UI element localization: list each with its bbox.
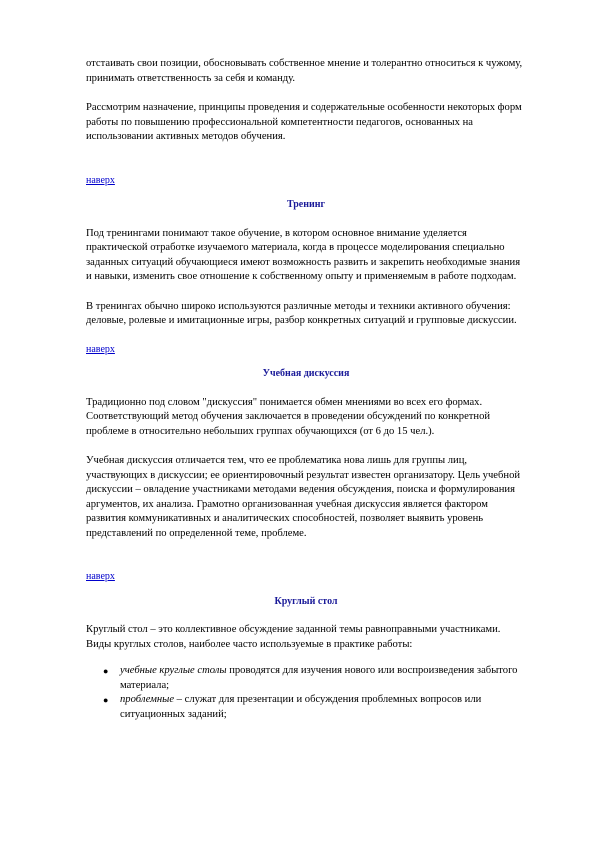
list-item (103, 693, 526, 722)
back-to-top-link[interactable]: наверх (86, 343, 115, 355)
paragraph: Под тренингами понимают такое обучение, в котором основное внимание уделяется практической отработке изучаемого материала, когда в процессе моделирования специально заданных ситуаций обучающиеся имеют возможность развить и закрепить необходимые знания и навыки, изменить свое отношение к собственному опыту и применяемым в работе подходам. (86, 227, 521, 282)
back-to-top-link[interactable]: наверх (86, 174, 115, 186)
section-heading-discussion: Учебная дискуссия (262, 368, 350, 379)
paragraph: Традиционно под словом "дискуссия" понимается обмен мнениями во всех его формах. Соответствующий метод обучения заключается в проведении обсуждений по конкретной проблеме в относительно небольших группах обучающихся (от 6 до 15 чел.). (86, 396, 491, 437)
paragraph: Учебная дискуссия отличается тем, что ее проблематика нова лишь для группы лиц, участвующих в дискуссии; ее ориентировочный результат известен организатору. Цель учебной дискуссии – овладение участниками методами ведения обсуждения, поиска и формулирования аргументов, их анализа. Грамотно организованная учебная дискуссия является фактором развития коммуникативных и аналитических способностей, позволяет выявить уровень представлений по определенной теме, проблеме. (86, 455, 521, 539)
bullet-icon: ● (103, 695, 109, 705)
document-page (86, 57, 526, 722)
paragraph: Круглый стол – это коллективное обсуждение заданной темы равноправными участниками. Виды круглых столов, наиболее часто используемые в практике работы: (86, 624, 501, 650)
list-item (103, 664, 526, 693)
list-item-term: учебные круглые столы (120, 665, 227, 676)
paragraph: Рассмотрим назначение, принципы проведения и содержательные особенности некоторых форм работы по повышению профессиональной компетентности педагогов, основанных на использовании активных методов обучения. (86, 102, 522, 142)
section-heading-roundtable: Круглый стол (274, 595, 338, 607)
back-to-top-link[interactable]: наверх (86, 571, 115, 582)
section-heading-training: Тренинг (286, 199, 326, 210)
list-item-term: проблемные (120, 694, 175, 705)
roundtable-types-list (86, 664, 526, 722)
paragraph: отстаивать свои позиции, обосновывать собственное мнение и толерантно относиться к чужому, принимать ответственность за себя и команду. (86, 58, 523, 84)
list-item-text: проводятся для изучения нового или воспроизведения забытого материала; (120, 665, 518, 691)
list-item-text: – служат для презентации и обсуждения проблемных вопросов или ситуационных заданий; (120, 694, 482, 720)
paragraph: В тренингах обычно широко используются различные методы и техники активного обучения: деловые, ролевые и имитационные игры, разбор конкретных ситуаций и групповые дискуссии. (86, 300, 517, 326)
bullet-icon: ● (103, 666, 109, 676)
